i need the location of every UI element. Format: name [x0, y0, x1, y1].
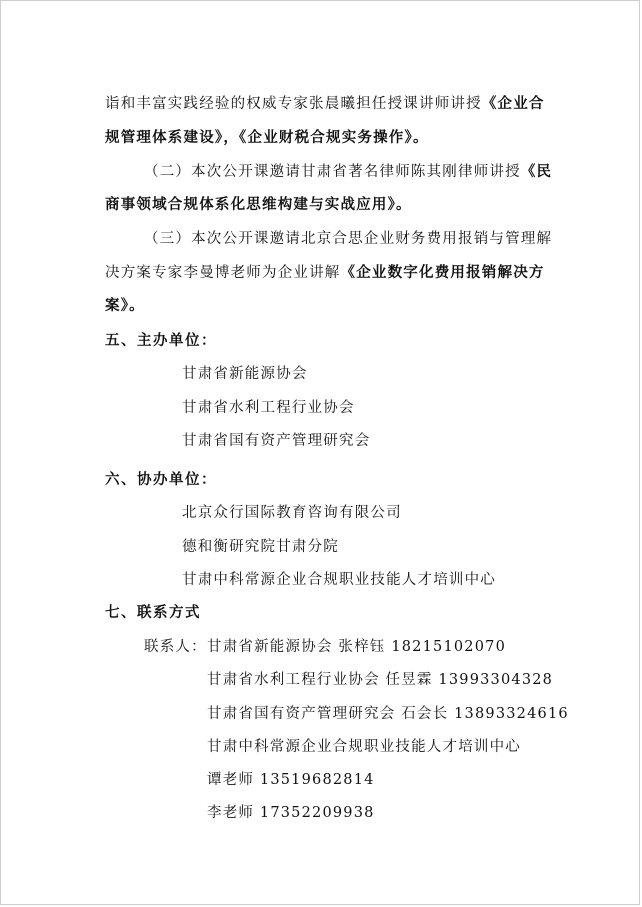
course-title-1-start: 《企业合: [481, 95, 545, 112]
contact-line-2: 甘肃省水利工程行业协会 任昱霖 13993304328: [207, 672, 554, 688]
contact-line-6: 李老师 17352209938: [207, 805, 375, 821]
host-org-1: 甘肃省新能源协会: [182, 366, 308, 382]
contact-line-1: 甘肃省新能源协会 张梓钰 18215102070: [207, 639, 506, 655]
section7-heading: 七、联系方式: [105, 605, 201, 621]
item2-course-title-start: 《民: [520, 163, 553, 180]
item3-line-3: 案》。: [105, 297, 145, 314]
item3-line-1: （三）本次公开课邀请北京合思企业财务费用报销与管理解: [144, 231, 553, 247]
intro-line-1: [105, 94, 545, 114]
item3-course-title-start: 《企业数字化费用报销解决方: [340, 264, 545, 281]
co-org-3: 甘肃中科常源企业合规职业技能人才培训中心: [182, 572, 496, 588]
item2-line-2: 商事领域合规体系化思维构建与实战应用》。: [105, 196, 412, 213]
item3-line-2-text: 决方案专家李曼博老师为企业讲解: [105, 265, 341, 281]
item2-line-1-text: （二）本次公开课邀请甘肃省著名律师陈其刚律师讲授: [144, 164, 521, 180]
co-org-1: 北京众行国际教育咨询有限公司: [182, 505, 402, 521]
contact-line-3: 甘肃省国有资产管理研究会 石会长 13893324616: [207, 706, 569, 722]
section6-heading: 六、协办单位：: [105, 472, 217, 488]
item3-line-2: [105, 263, 545, 283]
contact-line-4: 甘肃中科常源企业合规职业技能人才培训中心: [207, 739, 521, 755]
contact-line-5: 谭老师 13519682814: [207, 772, 375, 788]
section5-heading: 五、主办单位：: [105, 333, 217, 349]
co-org-2: 德和衡研究院甘肃分院: [182, 539, 339, 555]
contact-label: 联系人：: [144, 639, 207, 655]
host-org-2: 甘肃省水利工程行业协会: [182, 400, 355, 416]
host-org-3: 甘肃省国有资产管理研究会: [182, 433, 371, 449]
intro-line-1-text: 诣和丰富实践经验的权威专家张晨曦担任授课讲师讲授: [105, 96, 482, 112]
intro-line-2: 规管理体系建设》，《企业财税合规实务操作》。: [105, 129, 429, 146]
item2-line-1: [144, 162, 552, 182]
